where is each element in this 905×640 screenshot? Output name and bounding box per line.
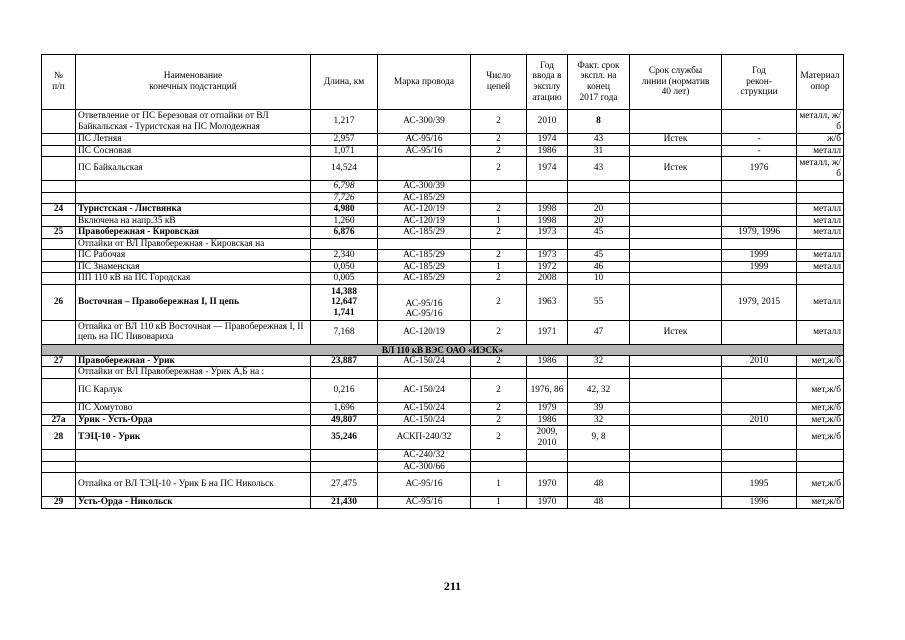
cell-wire: АС-120/19	[378, 215, 471, 227]
cell-life	[630, 215, 722, 227]
cell-circ: 1	[471, 261, 527, 273]
cell-recon: -	[722, 145, 797, 157]
cell-mat: металл	[797, 204, 844, 216]
cell-mat: ж/б	[797, 134, 844, 146]
cell-len: 21,430	[311, 497, 378, 509]
cell-wire: АС-150/24	[378, 378, 471, 402]
table-row	[42, 204, 844, 216]
cell-serv: 9, 8	[568, 426, 630, 450]
cell-len: 2,957	[311, 134, 378, 146]
cell-mat	[797, 192, 844, 204]
cell-num	[42, 145, 76, 157]
cell-name: ПС Знаменская	[76, 261, 311, 273]
table-row	[42, 473, 844, 497]
cell-mat	[797, 461, 844, 473]
cell-len: 27,475	[311, 473, 378, 497]
cell-recon	[722, 320, 797, 344]
cell-life	[630, 238, 722, 250]
cell-circ	[471, 450, 527, 462]
page-number: 211	[443, 579, 462, 593]
cell-recon: 1979, 2015	[722, 284, 797, 320]
cell-num	[42, 157, 76, 181]
cell-serv: 32	[568, 355, 630, 367]
header-num: № п/п	[42, 55, 76, 110]
cell-recon	[722, 192, 797, 204]
table-row	[42, 402, 844, 414]
cell-circ: 2	[471, 157, 527, 181]
table-row	[42, 145, 844, 157]
cell-mat: металл	[797, 145, 844, 157]
cell-wire: АС-150/24	[378, 414, 471, 426]
cell-name: Отпайка от ВЛ ТЭЦ-10 - Урик Б на ПС Никольск	[76, 473, 311, 497]
header-recon: Год рекон- струкции	[722, 55, 797, 110]
cell-year: 1979	[527, 402, 568, 414]
cell-circ: 2	[471, 273, 527, 285]
cell-serv: 31	[568, 145, 630, 157]
cell-name: ПС Хомутово	[76, 402, 311, 414]
cell-mat	[797, 181, 844, 193]
cell-life: Истек	[630, 320, 722, 344]
table-row	[42, 250, 844, 262]
cell-num	[42, 473, 76, 497]
table-row	[42, 273, 844, 285]
cell-name	[76, 461, 311, 473]
cell-num	[42, 181, 76, 193]
cell-num: 25	[42, 227, 76, 239]
cell-circ	[471, 461, 527, 473]
cell-len: 1,260	[311, 215, 378, 227]
cell-serv: 39	[568, 402, 630, 414]
cell-mat: мет,ж/б	[797, 414, 844, 426]
cell-life: Истек	[630, 157, 722, 181]
cell-serv	[568, 461, 630, 473]
cell-num	[42, 215, 76, 227]
cell-recon	[722, 367, 797, 379]
cell-name: Усть-Орда - Никольск	[76, 497, 311, 509]
cell-name: Ответвление от ПС Березовая от отпайки от ВЛ Байкальская - Туристская на ПС Молодежная	[76, 110, 311, 134]
header-name: Наименование конечных подстанций	[76, 55, 311, 110]
cell-mat: металл	[797, 215, 844, 227]
cell-len: 0,216	[311, 378, 378, 402]
cell-year: 1974	[527, 134, 568, 146]
cell-serv: 43	[568, 157, 630, 181]
cell-life	[630, 284, 722, 320]
cell-life	[630, 261, 722, 273]
cell-circ: 2	[471, 250, 527, 262]
table-row	[42, 450, 844, 462]
cell-num	[42, 378, 76, 402]
cell-serv: 20	[568, 204, 630, 216]
cell-recon: 1999	[722, 250, 797, 262]
cell-circ: 2	[471, 414, 527, 426]
cell-name: ТЭЦ-10 - Урик	[76, 426, 311, 450]
table-row	[42, 227, 844, 239]
cell-name: ПС Карлук	[76, 378, 311, 402]
table-row	[42, 238, 844, 250]
table-row	[42, 497, 844, 509]
cell-num	[42, 134, 76, 146]
cell-wire: АС-300/66	[378, 461, 471, 473]
cell-num	[42, 192, 76, 204]
cell-wire: АС-95/16	[378, 473, 471, 497]
table-row	[42, 181, 844, 193]
cell-life	[630, 378, 722, 402]
cell-mat: мет,ж/б	[797, 473, 844, 497]
cell-serv: 20	[568, 215, 630, 227]
cell-len: 1,071	[311, 145, 378, 157]
cell-serv	[568, 181, 630, 193]
cell-num	[42, 461, 76, 473]
cell-num	[42, 450, 76, 462]
cell-len: 1,217	[311, 110, 378, 134]
cell-circ: 1	[471, 215, 527, 227]
cell-mat: мет,ж/б	[797, 402, 844, 414]
cell-wire	[378, 238, 471, 250]
cell-recon	[722, 273, 797, 285]
header-lifetime: Срок службы линии (норматив 40 лет)	[630, 55, 722, 110]
cell-num: 29	[42, 497, 76, 509]
cell-circ: 2	[471, 378, 527, 402]
cell-serv: 10	[568, 273, 630, 285]
cell-year: 1974	[527, 157, 568, 181]
cell-recon	[722, 204, 797, 216]
cell-circ: 2	[471, 355, 527, 367]
cell-serv: 42, 32	[568, 378, 630, 402]
cell-life	[630, 497, 722, 509]
cell-recon	[722, 402, 797, 414]
cell-serv	[568, 367, 630, 379]
table-row	[42, 426, 844, 450]
cell-name: ПС Летняя	[76, 134, 311, 146]
cell-year: 1970	[527, 473, 568, 497]
cell-recon: 1979, 1996	[722, 227, 797, 239]
table-row	[42, 215, 844, 227]
cell-num: 24	[42, 204, 76, 216]
table-row	[42, 192, 844, 204]
cell-circ: 2	[471, 110, 527, 134]
cell-circ: 2	[471, 426, 527, 450]
cell-name: ПС Сосновая	[76, 145, 311, 157]
cell-mat: металл, ж/б	[797, 110, 844, 134]
cell-serv	[568, 192, 630, 204]
cell-year: 2009, 2010	[527, 426, 568, 450]
cell-num	[42, 238, 76, 250]
cell-name: Правобережная - Кировская	[76, 227, 311, 239]
cell-line: АС-95/16	[405, 309, 443, 320]
cell-serv: 45	[568, 227, 630, 239]
cell-life	[630, 461, 722, 473]
cell-life	[630, 181, 722, 193]
cell-name: Урик - Усть-Орда	[76, 414, 311, 426]
cell-year	[527, 192, 568, 204]
cell-len: 4,980	[311, 204, 378, 216]
cell-line: 14,388	[331, 286, 357, 297]
cell-len: 7,726	[311, 192, 378, 204]
cell-name: Включена на напр.35 кВ	[76, 215, 311, 227]
header-material: Материал опор	[797, 55, 844, 110]
cell-wire	[378, 284, 471, 320]
cell-recon: 2010	[722, 414, 797, 426]
cell-recon	[722, 181, 797, 193]
table-body	[42, 110, 844, 509]
cell-num	[42, 250, 76, 262]
cell-wire: АС-185/29	[378, 261, 471, 273]
cell-year: 1976, 86	[527, 378, 568, 402]
cell-mat: металл	[797, 261, 844, 273]
cell-life	[630, 414, 722, 426]
cell-name	[76, 192, 311, 204]
cell-recon	[722, 450, 797, 462]
cell-year: 1986	[527, 145, 568, 157]
cell-circ: 2	[471, 402, 527, 414]
cell-year: 2008	[527, 273, 568, 285]
table-header-row	[42, 55, 844, 110]
cell-year: 2010	[527, 110, 568, 134]
cell-circ: 2	[471, 204, 527, 216]
cell-len	[311, 238, 378, 250]
cell-wire: АС-300/39	[378, 181, 471, 193]
cell-year: 1986	[527, 414, 568, 426]
cell-year: 1963	[527, 284, 568, 320]
cell-mat: металл	[797, 320, 844, 344]
cell-recon: 1999	[722, 261, 797, 273]
section-title: ВЛ 110 кВ ВЭС ОАО «ИЭСК»	[42, 344, 844, 355]
cell-year	[527, 367, 568, 379]
cell-serv: 48	[568, 473, 630, 497]
cell-recon	[722, 238, 797, 250]
cell-num: 26	[42, 284, 76, 320]
cell-recon	[722, 110, 797, 134]
cell-num	[42, 261, 76, 273]
cell-line: 1,741	[333, 307, 355, 318]
cell-circ: 2	[471, 145, 527, 157]
power-lines-table	[41, 54, 844, 509]
table-row	[42, 378, 844, 402]
cell-len: 2,340	[311, 250, 378, 262]
cell-life	[630, 273, 722, 285]
cell-mat: металл	[797, 284, 844, 320]
cell-year: 1998	[527, 215, 568, 227]
table-row	[42, 261, 844, 273]
cell-name: ПП 110 кВ на ПС Городская	[76, 273, 311, 285]
cell-year	[527, 450, 568, 462]
table-row	[42, 157, 844, 181]
cell-serv: 43	[568, 134, 630, 146]
cell-circ: 2	[471, 284, 527, 320]
cell-wire: АС-95/16	[378, 497, 471, 509]
cell-name	[76, 450, 311, 462]
cell-len	[311, 284, 378, 320]
cell-serv: 45	[568, 250, 630, 262]
cell-life	[630, 227, 722, 239]
cell-len: 6,798	[311, 181, 378, 193]
cell-num	[42, 320, 76, 344]
cell-name: Восточная – Правобережная I, II цепь	[76, 284, 311, 320]
header-wire: Марка провода	[378, 55, 471, 110]
cell-num: 27	[42, 355, 76, 367]
cell-recon: -	[722, 134, 797, 146]
cell-num: 28	[42, 426, 76, 450]
cell-mat: мет,ж/б	[797, 497, 844, 509]
table-row	[42, 284, 844, 320]
cell-serv: 8	[568, 110, 630, 134]
cell-name: Отпайка от ВЛ 110 кВ Восточная — Правобережная I, II цепь на ПС Пивовариха	[76, 320, 311, 344]
section-row	[42, 344, 844, 355]
cell-life	[630, 250, 722, 262]
cell-wire: АС-185/29	[378, 192, 471, 204]
cell-num	[42, 367, 76, 379]
table-row	[42, 461, 844, 473]
cell-wire	[378, 157, 471, 181]
cell-line: 12,647	[331, 297, 357, 308]
cell-wire: АСКП-240/32	[378, 426, 471, 450]
table-row	[42, 355, 844, 367]
cell-year: 1970	[527, 497, 568, 509]
cell-len: 0,005	[311, 273, 378, 285]
cell-serv: 32	[568, 414, 630, 426]
cell-year: 1986	[527, 355, 568, 367]
cell-len: 0,050	[311, 261, 378, 273]
cell-mat	[797, 450, 844, 462]
cell-wire: АС-240/32	[378, 450, 471, 462]
table-row	[42, 414, 844, 426]
cell-life	[630, 367, 722, 379]
cell-name: Отпайки от ВЛ Правобережная - Кировская на	[76, 238, 311, 250]
table-row	[42, 320, 844, 344]
cell-circ: 1	[471, 497, 527, 509]
cell-year: 1973	[527, 227, 568, 239]
cell-life	[630, 355, 722, 367]
cell-wire: АС-185/29	[378, 273, 471, 285]
cell-life	[630, 426, 722, 450]
cell-circ	[471, 181, 527, 193]
cell-year	[527, 461, 568, 473]
cell-circ: 1	[471, 473, 527, 497]
header-year: Год ввода в эксплу атацию	[527, 55, 568, 110]
cell-wire: АС-95/16	[378, 145, 471, 157]
cell-circ: 2	[471, 134, 527, 146]
cell-life	[630, 204, 722, 216]
cell-recon: 1976	[722, 157, 797, 181]
cell-name: ПС Рабочая	[76, 250, 311, 262]
cell-wire: АС-150/24	[378, 402, 471, 414]
cell-serv: 47	[568, 320, 630, 344]
header-service: Факт. срок экспл. на конец 2017 года	[568, 55, 630, 110]
cell-life	[630, 192, 722, 204]
cell-mat	[797, 238, 844, 250]
table-row	[42, 367, 844, 379]
cell-num	[42, 273, 76, 285]
cell-mat	[797, 367, 844, 379]
cell-name	[76, 181, 311, 193]
cell-mat	[797, 273, 844, 285]
cell-year	[527, 238, 568, 250]
cell-num	[42, 402, 76, 414]
cell-mat: металл	[797, 250, 844, 262]
cell-serv: 46	[568, 261, 630, 273]
cell-serv: 55	[568, 284, 630, 320]
cell-num: 27а	[42, 414, 76, 426]
cell-mat: металл	[797, 227, 844, 239]
cell-year: 1971	[527, 320, 568, 344]
cell-name: ПС Байкальская	[76, 157, 311, 181]
cell-circ	[471, 367, 527, 379]
cell-wire: АС-185/29	[378, 227, 471, 239]
cell-year	[527, 181, 568, 193]
cell-mat: мет,ж/б	[797, 355, 844, 367]
cell-life	[630, 450, 722, 462]
cell-wire: АС-120/19	[378, 320, 471, 344]
cell-life	[630, 402, 722, 414]
cell-len: 14,524	[311, 157, 378, 181]
cell-wire	[378, 367, 471, 379]
table-row	[42, 134, 844, 146]
cell-life: Истек	[630, 134, 722, 146]
cell-wire: АС-95/16	[378, 134, 471, 146]
cell-len	[311, 450, 378, 462]
cell-mat: металл, ж/б	[797, 157, 844, 181]
cell-circ: 2	[471, 227, 527, 239]
cell-recon	[722, 461, 797, 473]
cell-wire: АС-120/19	[378, 204, 471, 216]
cell-life	[630, 473, 722, 497]
cell-life	[630, 145, 722, 157]
cell-circ	[471, 238, 527, 250]
cell-name: Туристская - Листвянка	[76, 204, 311, 216]
cell-year: 1973	[527, 250, 568, 262]
cell-recon: 1995	[722, 473, 797, 497]
cell-circ: 2	[471, 320, 527, 344]
cell-len	[311, 367, 378, 379]
cell-recon	[722, 215, 797, 227]
cell-year: 1972	[527, 261, 568, 273]
cell-num	[42, 110, 76, 134]
cell-len: 1,696	[311, 402, 378, 414]
cell-len: 23,887	[311, 355, 378, 367]
cell-wire: АС-300/39	[378, 110, 471, 134]
cell-recon: 2010	[722, 355, 797, 367]
cell-len: 7,168	[311, 320, 378, 344]
cell-life	[630, 110, 722, 134]
cell-len: 49,807	[311, 414, 378, 426]
cell-recon	[722, 378, 797, 402]
header-length: Длина, км	[311, 55, 378, 110]
cell-recon: 1996	[722, 497, 797, 509]
cell-wire: АС-185/29	[378, 250, 471, 262]
cell-serv: 48	[568, 497, 630, 509]
cell-recon	[722, 426, 797, 450]
cell-serv	[568, 238, 630, 250]
cell-len	[311, 461, 378, 473]
cell-mat: мет,ж/б	[797, 426, 844, 450]
cell-name: Отпайки от ВЛ Правобережная - Урик А,Б на :	[76, 367, 311, 379]
cell-wire: АС-150/24	[378, 355, 471, 367]
cell-len: 35,246	[311, 426, 378, 450]
cell-serv	[568, 450, 630, 462]
cell-line: АС-95/16	[405, 298, 443, 309]
header-circuits: Число цепей	[471, 55, 527, 110]
cell-name: Правобережная - Урик	[76, 355, 311, 367]
cell-len: 6,876	[311, 227, 378, 239]
cell-circ	[471, 192, 527, 204]
cell-mat: мет,ж/б	[797, 378, 844, 402]
cell-year: 1998	[527, 204, 568, 216]
table-row	[42, 110, 844, 134]
